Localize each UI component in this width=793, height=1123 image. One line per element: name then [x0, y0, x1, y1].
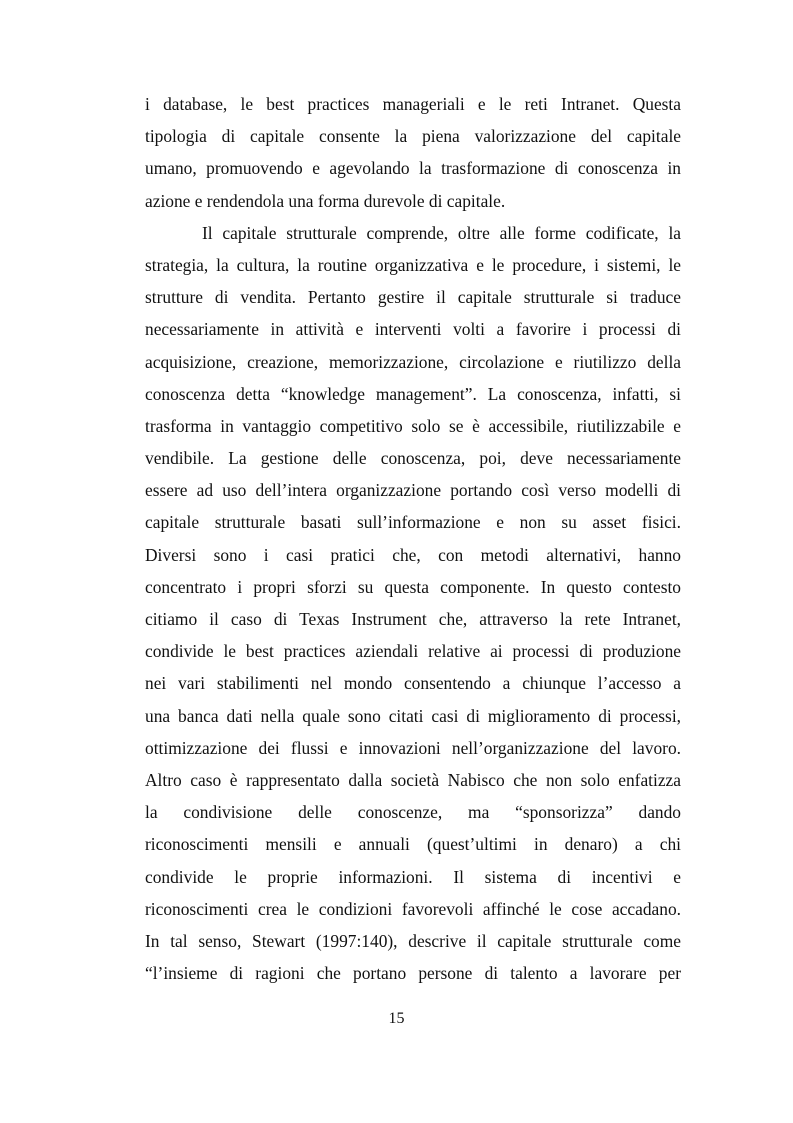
text-line: condivide le proprie informazioni. Il sistema di incentivi e: [145, 866, 681, 887]
text-line: strutture di vendita. Pertanto gestire il capitale strutturale si traduce: [145, 287, 681, 308]
text-line: “l’insieme di ragioni che portano persone di talento a lavorare per: [145, 963, 681, 984]
text-line: conoscenza detta “knowledge management”. La conoscenza, infatti, si: [145, 383, 681, 404]
page-number: 15: [388, 1010, 405, 1027]
body-text: [145, 88, 681, 989]
text-line: essere ad uso dell’intera organizzazione portando così verso modelli di: [145, 480, 681, 501]
text-line: Il capitale strutturale comprende, oltre alle forme codificate, la: [202, 222, 681, 243]
text-line: vendibile. La gestione delle conoscenza, poi, deve necessariamente: [145, 448, 681, 469]
text-line: tipologia di capitale consente la piena valorizzazione del capitale: [145, 126, 681, 147]
text-line: azione e rendendola una forma durevole di capitale.: [145, 190, 506, 211]
text-line: umano, promuovendo e agevolando la trasformazione di conoscenza in: [145, 158, 681, 179]
text-line: nei vari stabilimenti nel mondo consentendo a chiunque l’accesso a: [145, 673, 681, 694]
text-line: la condivisione delle conoscenze, ma “sponsorizza” dando: [145, 802, 681, 823]
text-line: acquisizione, creazione, memorizzazione, circolazione e riutilizzo della: [145, 351, 681, 372]
text-line: riconoscimenti mensili e annuali (quest’ultimi in denaro) a chi: [145, 834, 681, 855]
text-line: condivide le best practices aziendali relative ai processi di produzione: [145, 641, 681, 662]
text-line: una banca dati nella quale sono citati casi di miglioramento di processi,: [145, 705, 681, 726]
text-line: Diversi sono i casi pratici che, con metodi alternativi, hanno: [145, 544, 681, 565]
text-line: trasforma in vantaggio competitivo solo se è accessibile, riutilizzabile e: [145, 415, 681, 436]
text-line: i database, le best practices manageriali e le reti Intranet. Questa: [145, 94, 681, 114]
text-line: necessariamente in attività e interventi volti a favorire i processi di: [145, 319, 681, 340]
text-line: strategia, la cultura, la routine organizzativa e le procedure, i sistemi, le: [145, 254, 681, 275]
text-line: capitale strutturale basati sull’informazione e non su asset fisici.: [145, 512, 681, 533]
text-line: riconoscimenti crea le condizioni favorevoli affinché le cose accadano.: [145, 898, 681, 919]
text-line: concentrato i propri sforzi su questa componente. In questo contesto: [145, 576, 681, 597]
text-line: In tal senso, Stewart (1997:140), descrive il capitale strutturale come: [145, 930, 681, 951]
text-line: Altro caso è rappresentato dalla società Nabisco che non solo enfatizza: [145, 769, 681, 790]
text-line: citiamo il caso di Texas Instrument che, attraverso la rete Intranet,: [145, 609, 681, 629]
text-line: ottimizzazione dei flussi e innovazioni nell’organizzazione del lavoro.: [145, 737, 681, 758]
